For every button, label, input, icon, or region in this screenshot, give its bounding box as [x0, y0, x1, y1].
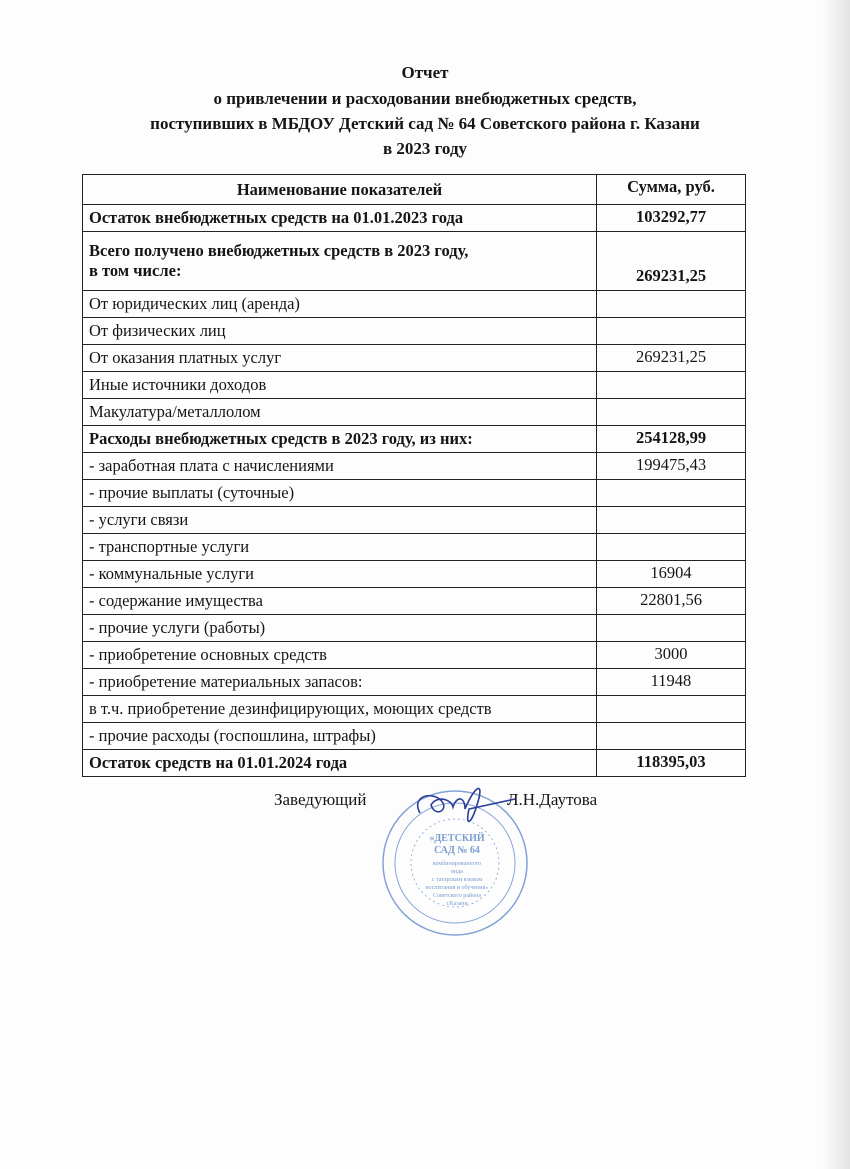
- table-row: [83, 588, 746, 615]
- row-label: - прочие услуги (работы): [83, 615, 597, 642]
- row-label: - приобретение основных средств: [83, 642, 597, 669]
- table-row: [83, 723, 746, 750]
- column-header-name: Наименование показателей: [83, 175, 597, 205]
- row-amount: [597, 318, 746, 345]
- table-row: [83, 453, 746, 480]
- signature-name: Л.Н.Даутова: [507, 790, 598, 809]
- table-row: [83, 372, 746, 399]
- stamp-text: [426, 832, 488, 907]
- row-label-line2: в том числе:: [89, 261, 182, 280]
- row-amount: [597, 696, 746, 723]
- svg-text:«ДЕТСКИЙ: «ДЕТСКИЙ: [429, 833, 485, 844]
- row-label: в т.ч. приобретение дезинфицирующих, моющих средств: [83, 696, 597, 723]
- row-label-line1: Всего получено внебюджетных средств в 2023 году,: [89, 241, 469, 260]
- table-header: [83, 175, 746, 205]
- row-label: От юридических лиц (аренда): [83, 291, 597, 318]
- row-label: - коммунальные услуги: [83, 561, 597, 588]
- document-title: Отчет: [401, 63, 449, 82]
- row-amount: [597, 291, 746, 318]
- table-row: [83, 399, 746, 426]
- svg-text:САД № 64: САД № 64: [434, 845, 480, 856]
- column-header-amount: Сумма, руб.: [597, 175, 746, 205]
- svg-text:г.Казани: г.Казани: [446, 901, 468, 907]
- table-row: [83, 615, 746, 642]
- row-amount: 254128,99: [597, 426, 746, 453]
- row-label: - транспортные услуги: [83, 534, 597, 561]
- row-label: - приобретение материальных запасов:: [83, 669, 597, 696]
- report-table: [82, 174, 746, 777]
- row-label: [83, 232, 597, 291]
- table-row: [83, 669, 746, 696]
- row-label: Остаток средств на 01.01.2024 года: [83, 750, 597, 777]
- row-amount: 269231,25: [597, 232, 746, 291]
- row-amount: [597, 615, 746, 642]
- table-row: [83, 205, 746, 232]
- row-label: Остаток внебюджетных средств на 01.01.2023 года: [83, 205, 597, 232]
- table-row: [83, 232, 746, 291]
- row-amount: [597, 480, 746, 507]
- row-label: - услуги связи: [83, 507, 597, 534]
- table-row: [83, 318, 746, 345]
- stamp-and-signature: [365, 775, 545, 940]
- row-amount: 103292,77: [597, 205, 746, 232]
- table-row: [83, 345, 746, 372]
- row-label: От физических лиц: [83, 318, 597, 345]
- signature-mark: [418, 788, 515, 821]
- row-amount: [597, 723, 746, 750]
- document-subtitle-2: поступивших в МБДОУ Детский сад № 64 Советского района г. Казани: [150, 114, 700, 133]
- row-label: Макулатура/металлолом: [83, 399, 597, 426]
- row-amount: [597, 507, 746, 534]
- svg-text:вида: вида: [451, 869, 463, 875]
- document-subtitle-1: о привлечении и расходовании внебюджетных средств,: [213, 89, 637, 108]
- row-label: - прочие выплаты (суточные): [83, 480, 597, 507]
- row-label: - содержание имущества: [83, 588, 597, 615]
- svg-text:Советского района: Советского района: [433, 893, 481, 899]
- table-row: [83, 696, 746, 723]
- row-amount: 16904: [597, 561, 746, 588]
- row-label: Расходы внебюджетных средств в 2023 году, из них:: [83, 426, 597, 453]
- table-row: [83, 291, 746, 318]
- table-row: [83, 750, 746, 777]
- row-label: - заработная плата с начислениями: [83, 453, 597, 480]
- svg-text:воспитания и обучения»: воспитания и обучения»: [425, 885, 489, 891]
- signature-position: Заведующий: [274, 790, 367, 809]
- table-row: [83, 426, 746, 453]
- row-amount: [597, 534, 746, 561]
- scan-edge-shadow: [822, 0, 850, 1169]
- table-row: [83, 534, 746, 561]
- row-amount: 269231,25: [597, 345, 746, 372]
- row-amount: 11948: [597, 669, 746, 696]
- svg-text:комбинированного: комбинированного: [432, 861, 482, 867]
- table-row: [83, 507, 746, 534]
- table-row: [83, 561, 746, 588]
- row-amount: 118395,03: [597, 750, 746, 777]
- row-amount: 3000: [597, 642, 746, 669]
- row-amount: 199475,43: [597, 453, 746, 480]
- document-subtitle-3: в 2023 году: [382, 139, 468, 158]
- table-row: [83, 642, 746, 669]
- row-label: От оказания платных услуг: [83, 345, 597, 372]
- row-label: - прочие расходы (госпошлина, штрафы): [83, 723, 597, 750]
- row-amount: [597, 372, 746, 399]
- row-amount: 22801,56: [597, 588, 746, 615]
- table-row: [83, 480, 746, 507]
- row-amount: [597, 399, 746, 426]
- row-label: Иные источники доходов: [83, 372, 597, 399]
- svg-text:с татарским языком: с татарским языком: [431, 877, 483, 883]
